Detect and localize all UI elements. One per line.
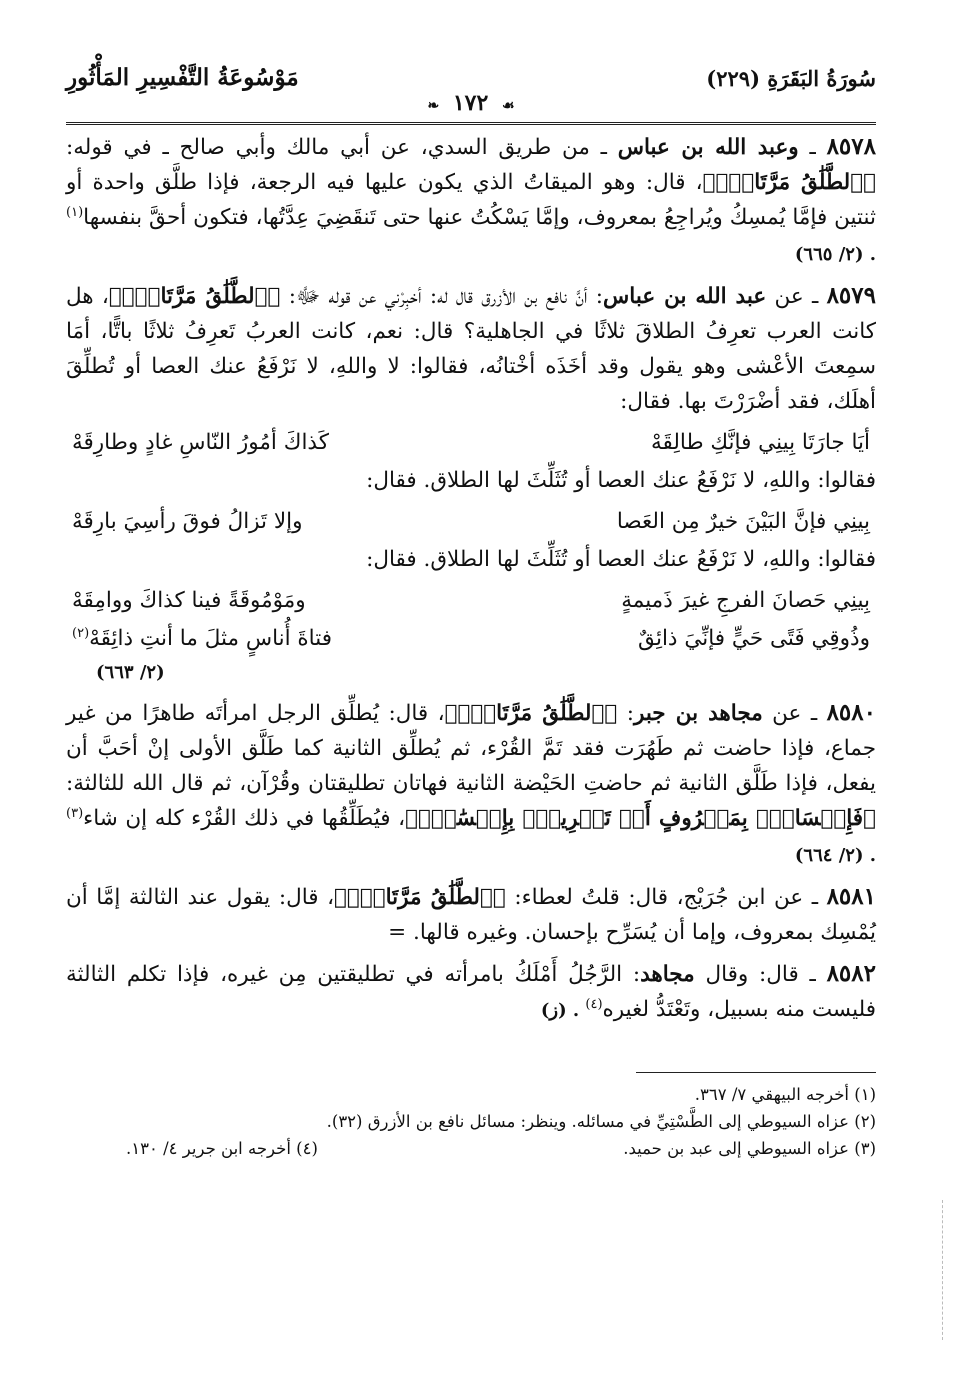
quran-quote: ﴿ٱلطَّلَٰقُ مَرَّتَانِۖ﴾	[334, 885, 506, 910]
poem-verse-1	[66, 425, 876, 461]
verse-second-half: ومَوْمُوقَةً فينا كذاكَ ووامِقَهْ	[72, 588, 306, 613]
quran-quote: ﴿ٱلطَّلَٰقُ مَرَّتَانِۖ﴾	[108, 284, 281, 309]
narrator-name: عبد الله بن عباس	[603, 284, 767, 309]
footnote-row	[66, 1135, 876, 1162]
poem-interlude-1: فقالوا: واللهِ، لا نَرْفَعُ عنك العصا أو تُثَلِّثَ لها الطلاق. فقال:	[366, 468, 876, 493]
quran-quote: ﴿ٱلطَّلَٰقُ مَرَّتَانِۖ﴾	[444, 701, 618, 726]
scan-margin-marks	[941, 1200, 943, 1340]
poem-interlude-2: فقالوا: واللهِ، لا نَرْفَعُ عنك العصا أو تُثَلِّثَ لها الطلاق. فقال:	[366, 547, 876, 572]
verse-first-half: وذُوقِي فَتًى حَيٍّ فإنِّيَ ذائِقٌ	[638, 626, 870, 651]
entry-8581	[66, 879, 876, 950]
entry-text: : الرَّجُلُ أَمْلَكُ بامرأته في تطليقتين مِن غيره، فإذا تكلم الثالثة فليست منه بسبيل، وتَعْتَدُّ لغيره	[66, 962, 876, 1022]
ornament-right-icon: ☙	[501, 98, 515, 114]
verse-second-half: وإلا تَزالُ فوقَ رأسِيَ بارِقَهْ	[72, 509, 303, 534]
entry-number: ٨٥٨١	[826, 883, 876, 910]
ornament-left-icon: ❧	[427, 98, 440, 114]
page-number-block	[66, 90, 876, 116]
entry-text: ، فيُطَلِّقُها في ذلك القُرْء كله إن شاء	[83, 806, 406, 831]
entry-8580	[66, 695, 876, 873]
footnote-marker[interactable]: (٢)	[72, 625, 90, 641]
surah-title: سُورَةُ البَقَرَةِ (٢٢٩)	[706, 66, 876, 91]
verse-first-half: بِينِي حَصانَ الفرجِ غيرَ ذَميمةٍ	[621, 588, 870, 613]
separator: ـ عن	[766, 284, 827, 309]
page	[66, 62, 876, 1162]
footnote-marker[interactable]: (٣)	[66, 805, 84, 821]
separator: ـ عن ابن جُرَيْج، قال: قلتُ لعطاء:	[505, 885, 827, 910]
entry-number: ٨٥٨٠	[826, 699, 876, 726]
narrator-name: مجاهد	[640, 962, 695, 987]
verse-second-half	[72, 621, 332, 657]
verse-second-half: كَذاكَ أمُورُ النّاسِ غادٍ وطارِقَهْ	[72, 430, 329, 455]
verse-first-half: أيَا جارَتَا بِينِي فإنَّكِ طالِقَهْ	[650, 430, 870, 455]
entry-text: :	[617, 701, 634, 726]
footnote-3: (٣) عزاه السيوطي إلى عبد بن حميد.	[623, 1139, 876, 1158]
entry-8578	[66, 129, 876, 272]
quran-quote: ﴿فَإِمۡسَاكُۢ بِمَعۡرُوفٍ أَوۡ تَسۡرِيحُۢ بِإِحۡسَٰنٍۗ﴾	[405, 806, 876, 831]
footnotes	[66, 1081, 876, 1162]
reference: . (٢/ ٦٦٤)	[794, 845, 876, 866]
reference: . (٢/ ٦٦٥)	[794, 244, 876, 265]
entry-text: ، قال: يقول عند الثالثة إمَّا أن يُمْسِك بمعروف، وإما أن يُسَرِّح بإحسان. وغيره قالها. =	[66, 885, 876, 945]
footnote-2: (٢) عزاه السيوطي إلى الطَّسْتِيِّ في مسائله. وينظر: مسائل نافع بن الأزرق (٣٢).	[326, 1112, 876, 1131]
footnote-divider	[636, 1072, 876, 1073]
narrator-name: وعبد الله بن عباس	[617, 135, 799, 160]
separator: ـ	[798, 135, 827, 160]
entry-number: ٨٥٧٨	[826, 133, 876, 160]
footnote-1: (١) أخرجه البيهقي ٧/ ٣٦٧.	[694, 1085, 876, 1104]
footnote-marker[interactable]: (١)	[66, 204, 84, 220]
entry-text: : أنَّ نافع بن الأزرق قال له: أخبِرْني عن قوله ﷻ:	[280, 284, 604, 309]
verse-first-half: بِينِي فإنَّ البَيْنَ خيرٌ مِن العَصا	[616, 509, 870, 534]
entry-text: ، هل كانت العرب تعرِفُ الطلاقَ ثلاثًا في الجاهلية؟ قال: نعم، كانت العربُ تَعرِفُ ثلاثًا باتًّا، أمَا سمِعتَ الأعْشى وهو يقول وقد أخَذَه أخْتانُه، فقالوا: لا واللهِ، لا نَرْفَعُ عنك العصا أو تُطلِّقَ أهلَك، فقد أضْرَرْتَ بها. فقال:	[66, 284, 876, 414]
poem-verse-2	[66, 504, 876, 540]
entry-number: ٨٥٧٩	[826, 282, 876, 309]
page-header	[66, 62, 876, 122]
entry-number: ٨٥٨٢	[826, 960, 876, 987]
entry-text: ، قال: وهو الميقاتُ الذي يكون عليها فيه الرجعة، فإذا طلَّق واحدة أو ثنتين فإمَّا يُمسِكُ ويُراجِعُ بمعروف، وإمَّا يَسْكُتُ عنها حتى تَنقَضِيَ عِدَّتُها، فتكون أحقَّ بنفسها	[66, 170, 876, 230]
reference: (٢/ ٦٦٣)	[96, 662, 165, 683]
separator: ـ قال: وقال	[694, 962, 827, 987]
narrator-name: مجاهد بن جبر	[633, 701, 763, 726]
main-text	[66, 125, 876, 1028]
footnote-4: (٤) أخرجه ابن جرير ٤/ ١٣٠.	[126, 1139, 318, 1158]
separator: ـ عن	[762, 701, 827, 726]
footnote-marker[interactable]: (٤)	[585, 996, 603, 1012]
entry-8582	[66, 956, 876, 1028]
verse-text: فتاةَ أُناسٍ مثلَ ما أنتِ ذائِقَهْ	[89, 626, 333, 651]
quran-quote: ﴿ٱلطَّلَٰقُ مَرَّتَانِۖ﴾	[702, 170, 876, 195]
entry-8579	[66, 278, 876, 419]
book-title: مَوْسُوعَةُ التَّفْسِيرِ المَأْثُورِ	[66, 64, 299, 91]
poem-verse-3	[66, 583, 876, 619]
poem-verse-4	[66, 621, 876, 657]
page-number: ١٧٢	[452, 90, 489, 116]
reference: . (ز)	[540, 1000, 586, 1021]
entry-text: ، قال: يُطلِّق الرجل امرأتَه طاهرًا من غير جماع، فإذا حاضت ثم طَهُرَت فقد تَمَّ القُرْء، ثم يُطلِّق الثانية كما طَلَّق الأولى إنْ أحَبَّ أن يفعل، فإذا طَلَّق الثانية ثم حاضتِ الحَيْضة الثانية فهاتان تطليقتان وقُرْآن، ثم قال الله للثالثة:	[66, 701, 876, 796]
entry-text: ـ من طريق السدي، عن أبي مالك وأبي صالح ـ في قوله:	[66, 135, 618, 160]
